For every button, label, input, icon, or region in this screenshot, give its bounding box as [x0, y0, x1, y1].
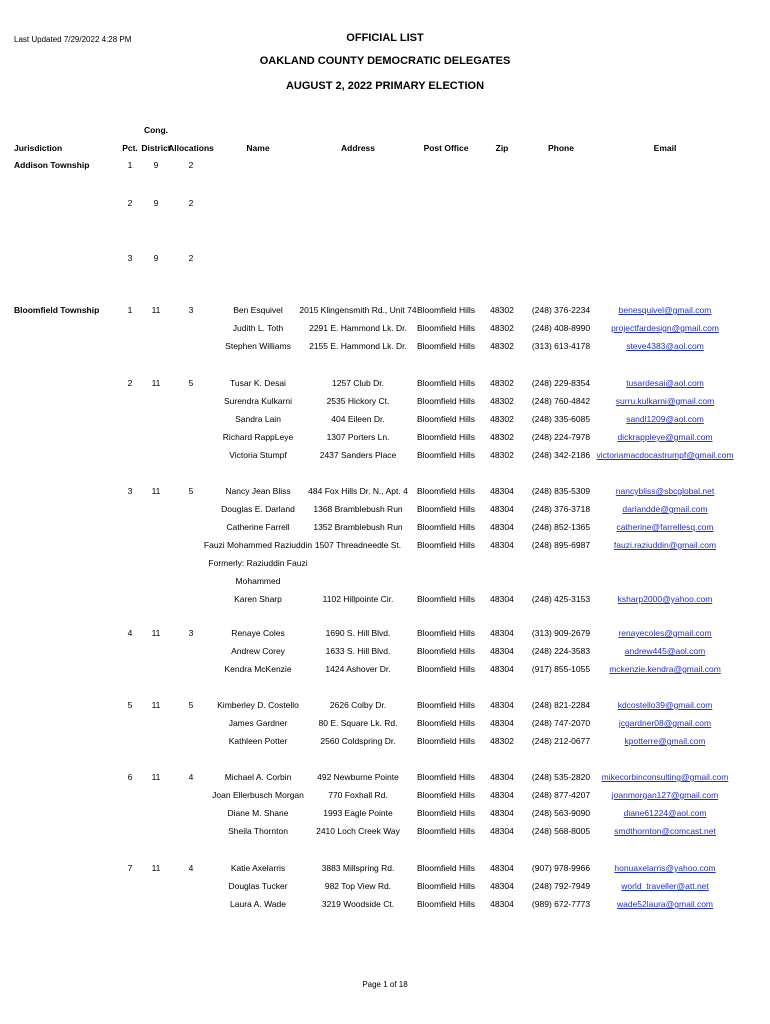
delegate-email-link[interactable]: catherine@farrellesq.com [616, 522, 714, 532]
delegate-zip: 48304 [490, 594, 514, 604]
delegate-name: Kathleen Potter [228, 736, 288, 746]
delegate-address: 982 Top View Rd. [324, 881, 392, 891]
last-updated-stamp: Last Updated 7/29/2022 4:28 PM [14, 35, 132, 44]
delegate-zip: 48302 [490, 323, 514, 333]
delegate-email-link[interactable]: joanmorgan127@gmail.com [611, 790, 719, 800]
delegate-address: 404 Eileen Dr. [331, 414, 385, 424]
congressional-district: 9 [153, 253, 159, 263]
delegate-email-link[interactable]: kpotterre@gmail.com [624, 736, 706, 746]
header-address: Address [340, 143, 376, 153]
delegate-address: 1352 Bramblebush Run [313, 522, 403, 532]
delegate-name: Tusar K. Desai [230, 378, 286, 388]
allocation-count: 3 [188, 305, 194, 315]
delegate-zip: 48304 [490, 881, 514, 891]
delegate-zip: 48304 [490, 646, 514, 656]
header-name: Name [246, 143, 270, 153]
header-email: Email [653, 143, 677, 153]
precinct-number: 2 [127, 198, 133, 208]
precinct-number: 5 [127, 700, 133, 710]
delegate-phone: (917) 855-1055 [531, 664, 591, 674]
allocation-count: 2 [188, 160, 194, 170]
delegate-zip: 48304 [490, 772, 514, 782]
delegate-phone: (248) 877-4207 [531, 790, 591, 800]
congressional-district: 11 [151, 378, 161, 388]
delegate-email-link[interactable]: mckenzie.kendra@gmail.com [609, 664, 721, 674]
delegate-zip: 48304 [490, 540, 514, 550]
congressional-district: 11 [151, 628, 161, 638]
delegate-email-link[interactable]: ksharp2000@yahoo.com [617, 594, 713, 604]
delegate-address: 2155 E. Hammond Lk. Dr. [309, 341, 407, 351]
delegate-phone: (248) 852-1365 [531, 522, 591, 532]
delegate-post-office: Bloomfield Hills [416, 378, 476, 388]
delegate-name: Formerly: Raziuddin Fauzi [208, 558, 308, 568]
title-line-1: OFFICIAL LIST [346, 32, 424, 44]
allocation-count: 4 [188, 772, 194, 782]
precinct-number: 3 [127, 486, 133, 496]
delegate-address: 1307 Porters Ln. [326, 432, 390, 442]
delegate-post-office: Bloomfield Hills [416, 323, 476, 333]
delegate-phone: (248) 535-2820 [531, 772, 591, 782]
delegate-zip: 48304 [490, 790, 514, 800]
delegate-email-link[interactable]: kdcostello39@gmail.com [617, 700, 713, 710]
delegate-name: Sheila Thornton [228, 826, 288, 836]
delegate-post-office: Bloomfield Hills [416, 646, 476, 656]
delegate-email-link[interactable]: renayecoles@gmail.com [618, 628, 712, 638]
delegate-post-office: Bloomfield Hills [416, 899, 476, 909]
delegate-phone: (313) 613-4178 [531, 341, 591, 351]
delegate-name: Andrew Corey [231, 646, 285, 656]
delegate-post-office: Bloomfield Hills [416, 305, 476, 315]
delegate-address: 1690 S. Hill Blvd. [325, 628, 391, 638]
delegate-email-link[interactable]: projectfardesign@gmail.com [611, 323, 719, 333]
precinct-number: 2 [127, 378, 133, 388]
header-pct: Pct. [122, 143, 138, 153]
delegate-address: 3219 Woodside Ct. [321, 899, 395, 909]
delegate-phone: (248) 895-6987 [531, 540, 591, 550]
precinct-number: 1 [127, 305, 133, 315]
precinct-number: 1 [127, 160, 133, 170]
delegate-address: 1424 Ashover Dr. [325, 664, 391, 674]
delegate-zip: 48302 [490, 736, 514, 746]
delegate-post-office: Bloomfield Hills [416, 522, 476, 532]
delegate-post-office: Bloomfield Hills [416, 450, 476, 460]
delegate-zip: 48304 [490, 486, 514, 496]
delegate-address: 2437 Sanders Place [319, 450, 397, 460]
delegate-name: Douglas E. Darland [221, 504, 295, 514]
delegate-phone: (248) 229-8354 [531, 378, 591, 388]
delegate-address: 1102 Hillpointe Cir. [322, 594, 394, 604]
delegate-post-office: Bloomfield Hills [416, 414, 476, 424]
delegate-address: 80 E. Square Lk. Rd. [318, 718, 398, 728]
delegate-zip: 48304 [490, 826, 514, 836]
delegate-phone: (248) 376-3718 [531, 504, 591, 514]
delegate-post-office: Bloomfield Hills [416, 486, 476, 496]
jurisdiction-label: Bloomfield Township [14, 305, 100, 315]
delegate-post-office: Bloomfield Hills [416, 664, 476, 674]
jurisdiction-label: Addison Township [14, 160, 90, 170]
delegate-post-office: Bloomfield Hills [416, 594, 476, 604]
congressional-district: 11 [151, 863, 161, 873]
delegate-post-office: Bloomfield Hills [416, 341, 476, 351]
congressional-district: 11 [151, 772, 161, 782]
delegate-phone: (248) 335-6085 [531, 414, 591, 424]
delegate-post-office: Bloomfield Hills [416, 432, 476, 442]
allocation-count: 5 [188, 700, 194, 710]
delegate-name: Karen Sharp [234, 594, 282, 604]
delegate-post-office: Bloomfield Hills [416, 540, 476, 550]
delegate-zip: 48304 [490, 628, 514, 638]
delegate-address: 1633 S. Hill Blvd. [325, 646, 391, 656]
delegate-post-office: Bloomfield Hills [416, 718, 476, 728]
delegate-post-office: Bloomfield Hills [416, 396, 476, 406]
delegate-phone: (248) 408-8990 [531, 323, 591, 333]
delegate-zip: 48304 [490, 664, 514, 674]
precinct-number: 7 [127, 863, 133, 873]
delegate-post-office: Bloomfield Hills [416, 628, 476, 638]
delegate-name: Joan Ellerbusch Morgan [212, 790, 304, 800]
delegate-zip: 48304 [490, 522, 514, 532]
delegate-post-office: Bloomfield Hills [416, 790, 476, 800]
delegate-name: Surendra Kulkarni [223, 396, 293, 406]
allocation-count: 4 [188, 863, 194, 873]
congressional-district: 9 [153, 160, 159, 170]
delegate-zip: 48304 [490, 718, 514, 728]
delegate-email-link[interactable]: tusardesai@aol.com [626, 378, 704, 388]
delegate-name: Ben Esquivel [233, 305, 283, 315]
delegate-phone: (248) 747-2070 [531, 718, 591, 728]
precinct-number: 6 [127, 772, 133, 782]
delegate-address: 1507 Threadneedle St. [314, 540, 402, 550]
header-cong-line1: Cong. [143, 125, 169, 135]
delegate-phone: (248) 760-4842 [531, 396, 591, 406]
delegate-address: 2015 Klingensmith Rd., Unit 74 [299, 305, 417, 315]
delegate-zip: 48302 [490, 396, 514, 406]
delegate-email-link[interactable]: mikecorbinconsulting@gmail.com [601, 772, 729, 782]
delegate-post-office: Bloomfield Hills [416, 700, 476, 710]
congressional-district: 11 [151, 305, 161, 315]
delegate-post-office: Bloomfield Hills [416, 772, 476, 782]
delegate-address: 2291 E. Hammond Lk. Dr. [309, 323, 407, 333]
delegate-email-link[interactable]: honuaxelarris@yahoo.com [614, 863, 716, 873]
delegate-zip: 48304 [490, 863, 514, 873]
delegate-post-office: Bloomfield Hills [416, 826, 476, 836]
congressional-district: 11 [151, 700, 161, 710]
delegate-zip: 48304 [490, 700, 514, 710]
allocation-count: 5 [188, 378, 194, 388]
precinct-number: 3 [127, 253, 133, 263]
title-line-3: AUGUST 2, 2022 PRIMARY ELECTION [285, 80, 485, 92]
delegate-phone: (248) 425-3153 [531, 594, 591, 604]
allocation-count: 2 [188, 198, 194, 208]
delegate-name: Laura A. Wade [230, 899, 286, 909]
header-cong-line2: District [141, 143, 171, 153]
header-zip: Zip [495, 143, 509, 153]
header-jurisdiction: Jurisdiction [14, 143, 63, 153]
delegate-address: 484 Fox Hills Dr. N., Apt. 4 [308, 486, 408, 496]
delegate-zip: 48302 [490, 450, 514, 460]
delegate-address: 3883 Millspring Rd. [321, 863, 395, 873]
delegate-zip: 48304 [490, 504, 514, 514]
precinct-number: 4 [127, 628, 133, 638]
delegate-name: Nancy Jean Bliss [225, 486, 291, 496]
title-line-2: OAKLAND COUNTY DEMOCRATIC DELEGATES [259, 55, 511, 67]
allocation-count: 5 [188, 486, 194, 496]
delegate-name: Sandra Lain [235, 414, 281, 424]
delegate-email-link[interactable]: andrew445@aol.com [624, 646, 706, 656]
delegate-post-office: Bloomfield Hills [416, 736, 476, 746]
delegate-email-link[interactable]: world_traveller@att.net [621, 881, 709, 891]
delegate-name: Judith L. Toth [232, 323, 284, 333]
delegate-name: Kimberley D. Costello [217, 700, 299, 710]
delegate-name: Douglas Tucker [228, 881, 288, 891]
delegate-address: 2560 Coldspring Dr. [320, 736, 396, 746]
delegate-address: 1257 Club Dr. [332, 378, 384, 388]
delegate-phone: (248) 563-9090 [531, 808, 591, 818]
allocation-count: 3 [188, 628, 194, 638]
delegate-email-link[interactable]: smdthornton@comcast.net [614, 826, 716, 836]
delegate-email-link[interactable]: diane61224@aol.com [623, 808, 707, 818]
delegate-name: Kendra McKenzie [224, 664, 292, 674]
delegate-name: Victoria Stumpf [229, 450, 287, 460]
delegate-address: 492 Newburne Pointe [317, 772, 399, 782]
delegate-email-link[interactable]: surru.kulkarni@gmail.com [615, 396, 715, 406]
delegate-phone: (248) 212-0677 [531, 736, 591, 746]
delegate-phone: (313) 909-2679 [531, 628, 591, 638]
delegate-phone: (248) 224-7978 [531, 432, 591, 442]
delegate-phone: (248) 342-2186 [531, 450, 591, 460]
delegate-name: Diane M. Shane [227, 808, 289, 818]
delegate-name: Katie Axelarris [230, 863, 286, 873]
delegate-zip: 48302 [490, 378, 514, 388]
delegate-address: 1368 Bramblebush Run [313, 504, 403, 514]
delegate-email-link[interactable]: steve4383@aol.com [626, 341, 704, 351]
delegate-zip: 48302 [490, 305, 514, 315]
delegate-zip: 48302 [490, 341, 514, 351]
delegate-email-link[interactable]: sandl1209@aol.com [626, 414, 704, 424]
delegate-name: Fauzi Mohammed Raziuddin [203, 540, 313, 550]
header-allocations: Allocations [168, 143, 214, 153]
delegate-email-link[interactable]: benesquivel@gmail.com [618, 305, 712, 315]
delegate-name: James Gardner [228, 718, 288, 728]
delegate-email-link[interactable]: dickrappleye@gmail.com [617, 432, 713, 442]
delegate-address: 2410 Loch Creek Way [316, 826, 400, 836]
delegate-name: Richard RappLeye [222, 432, 294, 442]
delegate-email-link[interactable]: victoriamacdocastrumpf@gmail.com [596, 450, 734, 460]
delegate-address: 2535 Hickory Ct. [326, 396, 390, 406]
delegate-phone: (248) 568-8005 [531, 826, 591, 836]
delegate-email-link[interactable]: wade52laura@gmail.com [616, 899, 714, 909]
delegate-zip: 48302 [490, 432, 514, 442]
delegate-name: Stephen Williams [225, 341, 291, 351]
delegate-address: 1993 Eagle Pointe [323, 808, 393, 818]
delegate-phone: (248) 792-7949 [531, 881, 591, 891]
delegate-email-link[interactable]: jcgardner08@gmail.com [618, 718, 712, 728]
delegate-name: Mohammed [235, 576, 281, 586]
page-number: Page 1 of 18 [362, 980, 408, 989]
delegate-email-link[interactable]: fauzi.raziuddin@gmail.com [613, 540, 717, 550]
delegate-zip: 48302 [490, 414, 514, 424]
header-post-office: Post Office [423, 143, 469, 153]
delegate-address: 2626 Colby Dr. [329, 700, 387, 710]
delegate-name: Catherine Farrell [226, 522, 290, 532]
delegate-phone: (248) 376-2234 [531, 305, 591, 315]
delegate-post-office: Bloomfield Hills [416, 863, 476, 873]
delegate-phone: (989) 672-7773 [531, 899, 591, 909]
delegate-zip: 48304 [490, 808, 514, 818]
delegate-phone: (248) 224-3583 [531, 646, 591, 656]
delegate-email-link[interactable]: nancybliss@sbcglobal.net [615, 486, 715, 496]
delegate-zip: 48304 [490, 899, 514, 909]
delegate-email-link[interactable]: darlandde@gmail.com [622, 504, 708, 514]
delegate-phone: (248) 821-2284 [531, 700, 591, 710]
allocation-count: 2 [188, 253, 194, 263]
congressional-district: 9 [153, 198, 159, 208]
delegate-address: 770 Foxhall Rd. [328, 790, 388, 800]
delegate-name: Renaye Coles [231, 628, 285, 638]
delegate-name: Michael A. Corbin [224, 772, 292, 782]
header-phone: Phone [548, 143, 574, 153]
delegate-post-office: Bloomfield Hills [416, 808, 476, 818]
delegate-post-office: Bloomfield Hills [416, 504, 476, 514]
delegate-phone: (248) 835-5309 [531, 486, 591, 496]
delegate-post-office: Bloomfield Hills [416, 881, 476, 891]
delegate-phone: (907) 978-9966 [531, 863, 591, 873]
congressional-district: 11 [151, 486, 161, 496]
